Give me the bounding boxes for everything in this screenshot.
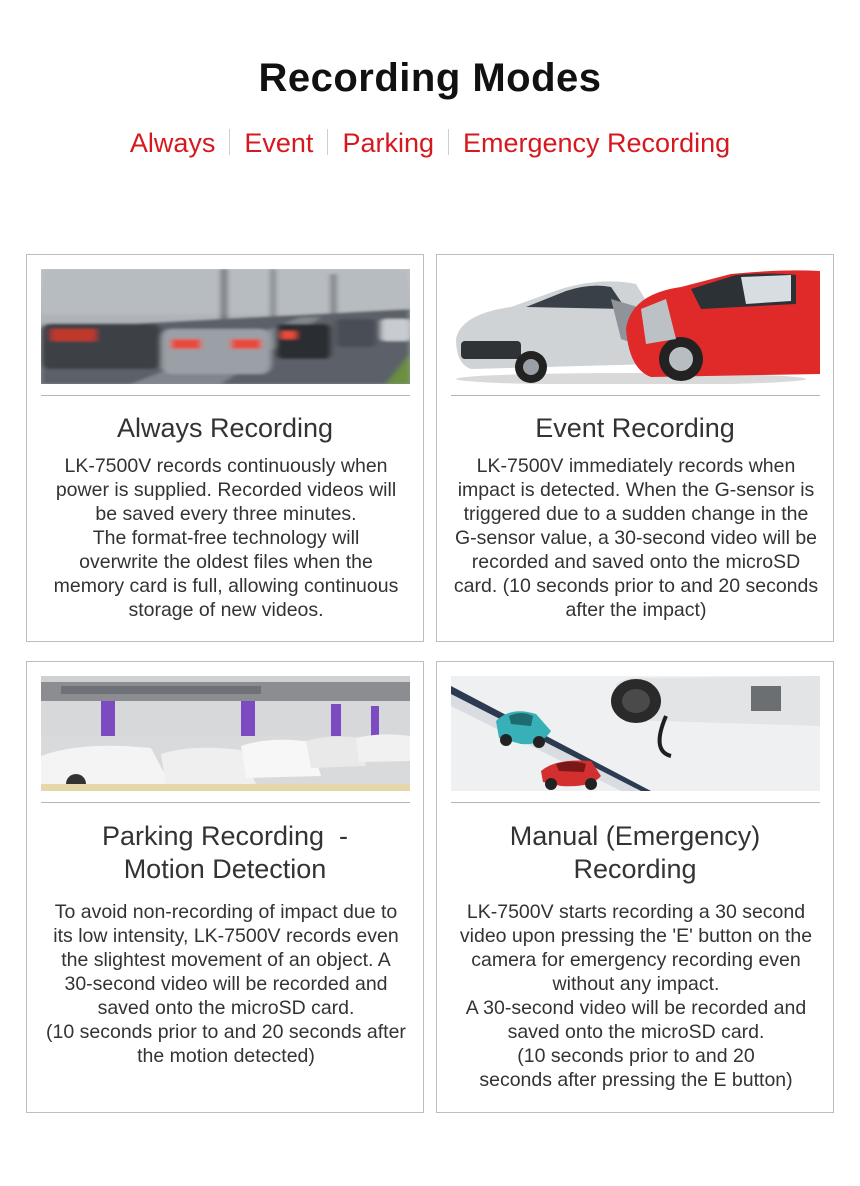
card-description [443,454,829,622]
text-line: without any impact. [552,973,720,995]
text-line: recorded and saved onto the microSD [471,551,801,573]
card-parking-recording [26,661,424,1113]
heading-line: Recording [573,854,697,884]
card-always-recording [26,254,424,642]
heading-line: Always Recording [116,413,334,443]
text-line: the motion detected) [137,1045,315,1067]
card-emergency-recording [436,661,834,1113]
divider [451,395,820,396]
text-line: the slightest movement of an object. A [61,949,391,971]
mode-parking: Parking [342,128,434,158]
page-title: Recording Modes [258,56,602,100]
mode-list [0,128,860,159]
text-line: The format-free technology will [92,527,360,549]
text-line: triggered due to a sudden change in the [463,503,809,525]
card-heading [437,412,833,445]
text-line: saved onto the microSD card. [97,997,355,1019]
mode-divider [448,129,449,155]
text-line: LK-7500V records continuously when [64,455,388,477]
text-line: be saved every three minutes. [95,503,357,525]
text-line: memory card is full, allowing continuous [53,575,399,597]
text-line: saved onto the microSD card. [507,1021,765,1043]
text-line: impact is detected. When the G-sensor is [457,479,815,501]
card-description [33,900,419,1068]
mode-divider [327,129,328,155]
card-heading [437,820,833,886]
heading-line: Motion Detection [123,854,327,884]
mode-divider [229,129,230,155]
parking-garage-image [41,676,410,791]
divider [451,802,820,803]
text-line: power is supplied. Recorded videos will [55,479,397,501]
highway-traffic-image [41,269,410,384]
text-line: overwrite the oldest files when the [79,551,373,573]
text-line: G-sensor value, a 30-second video will be [454,527,818,549]
car-crash-image [451,269,820,384]
text-line: seconds after pressing the E button) [479,1069,793,1091]
heading-line: Event Recording [535,413,735,443]
divider [41,395,410,396]
text-line: storage of new videos. [128,599,324,621]
text-line: LK-7500V starts recording a 30 second [466,901,806,923]
mode-always: Always [129,128,216,158]
text-line: To avoid non-recording of impact due to [54,901,398,923]
card-heading [27,412,423,445]
mode-emergency: Emergency Recording [462,128,731,158]
text-line: A 30-second video will be recorded and [465,997,807,1019]
text-line: (10 seconds prior to and 20 [517,1045,755,1067]
divider [41,802,410,803]
text-line: after the impact) [565,599,707,621]
heading-line: Parking Recording - [101,821,349,851]
text-line: its low intensity, LK-7500V records even [53,925,399,947]
card-description [33,454,419,622]
text-line: 30-second video will be recorded and [64,973,388,995]
card-event-recording [436,254,834,642]
card-heading [27,820,423,886]
text-line: (10 seconds prior to and 20 seconds after [46,1021,406,1043]
card-description [443,900,829,1092]
text-line: LK-7500V immediately records when [476,455,796,477]
heading-line: Manual (Emergency) [509,821,761,851]
text-line: card. (10 seconds prior to and 20 seconds [453,575,819,597]
toy-cars-camera-image [451,676,820,791]
text-line: video upon pressing the 'E' button on the [459,925,813,947]
mode-event: Event [244,128,314,158]
text-line: camera for emergency recording even [471,949,801,971]
